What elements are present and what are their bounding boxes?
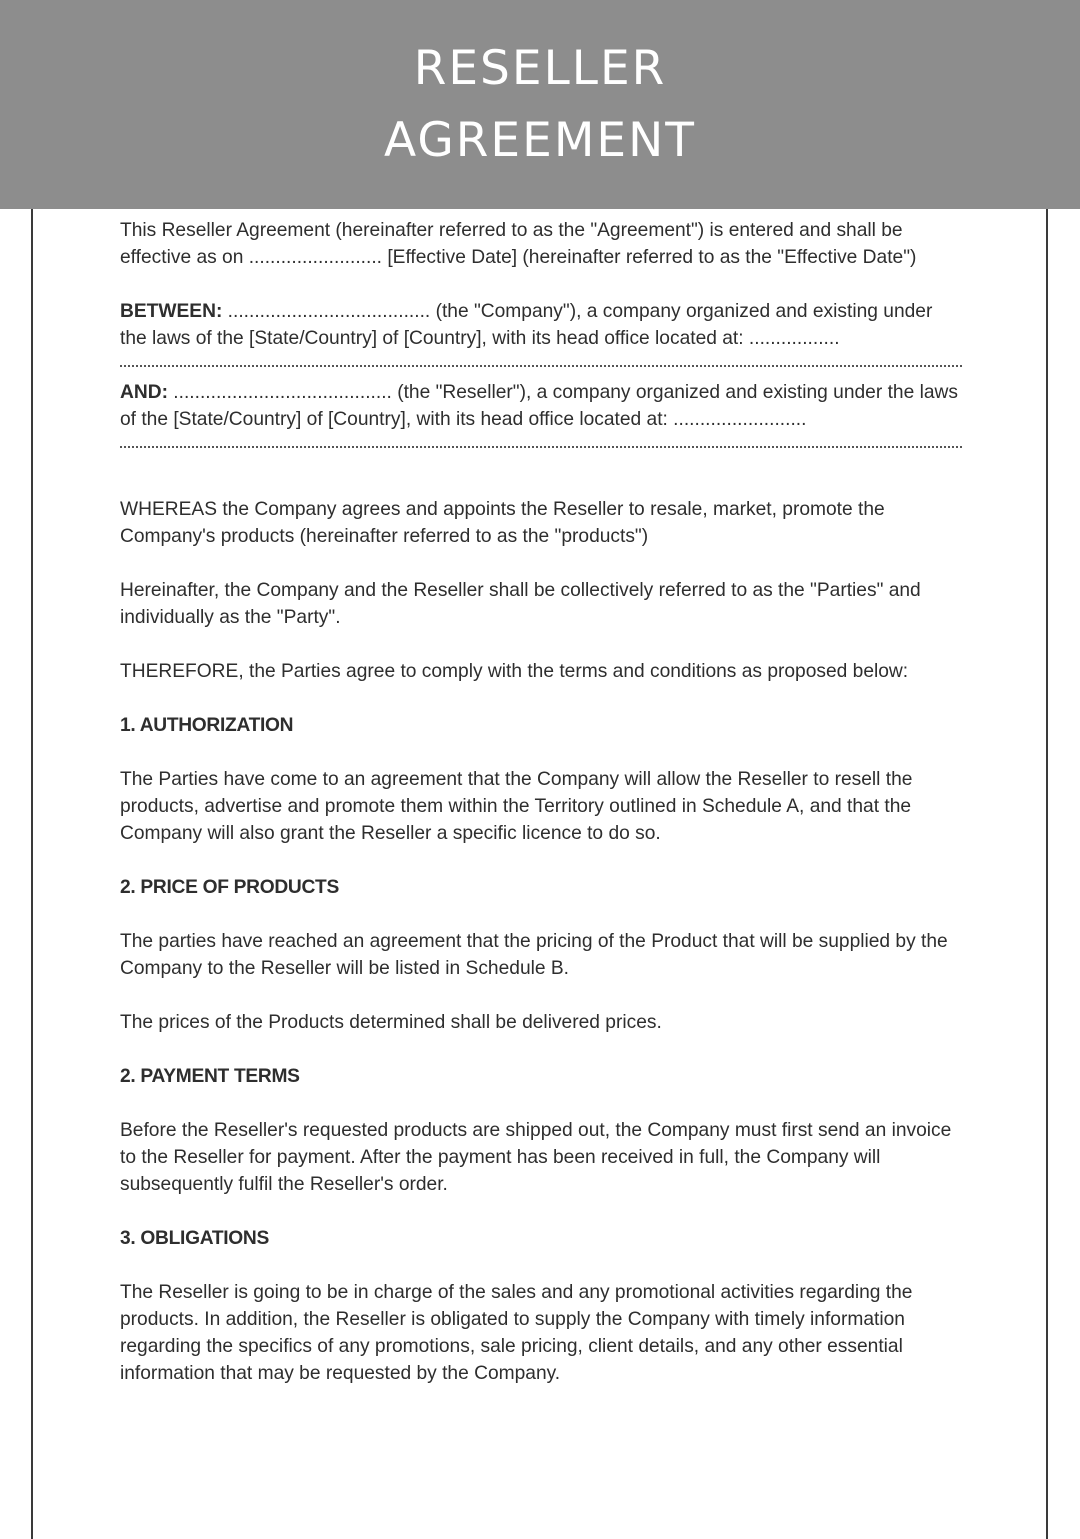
obligations-paragraph: The Reseller is going to be in charge of the sales and any promotional activities regarding the products. In addition, the Reseller is obligated to supply the Company with timely information regarding the specifics of any promotions, sale pricing, client details, and any other essential information that may be requested by the Company. bbox=[120, 1282, 913, 1384]
section-heading-price: 2. PRICE OF PRODUCTS bbox=[120, 877, 339, 898]
banner-title-line-2: AGREEMENT bbox=[384, 112, 696, 168]
and-text: ......................................... (the "Reseller"), a company organized and existing under the laws of the [State/Country] of [Country], with its head office located at: ......................... bbox=[120, 382, 958, 430]
section-heading-payment: 2. PAYMENT TERMS bbox=[120, 1066, 300, 1087]
between-label: BETWEEN: bbox=[120, 301, 223, 322]
whereas-paragraph: WHEREAS the Company agrees and appoints the Reseller to resale, market, promote the Company's products (hereinafter referred to as the "products") bbox=[120, 499, 885, 547]
banner-title-line-1: RESELLER bbox=[413, 40, 667, 96]
between-party-paragraph bbox=[120, 298, 962, 352]
authorization-paragraph: The Parties have come to an agreement that the Company will allow the Reseller to resell the products, advertise and promote them within the Territory outlined in Schedule A, and that the Company will also grant the Reseller a specific licence to do so. bbox=[120, 769, 913, 844]
dotted-fill-line bbox=[120, 433, 962, 460]
intro-paragraph: This Reseller Agreement (hereinafter referred to as the "Agreement") is entered and shall be effective as on ......................... [Effective Date] (hereinafter referred to as the "Effective Date") bbox=[120, 220, 917, 268]
price-paragraph-1: The parties have reached an agreement that the pricing of the Product that will be supplied by the Company to the Reseller will be listed in Schedule B. bbox=[120, 931, 948, 979]
dotted-fill-line bbox=[120, 352, 962, 379]
therefore-paragraph: THEREFORE, the Parties agree to comply with the terms and conditions as proposed below: bbox=[120, 661, 909, 682]
hereinafter-paragraph: Hereinafter, the Company and the Reseller shall be collectively referred to as the "Parties" and individually as the "Party". bbox=[120, 580, 921, 628]
and-party-paragraph bbox=[120, 379, 962, 433]
payment-paragraph: Before the Reseller's requested products are shipped out, the Company must first send an invoice to the Reseller for payment. After the payment has been received in full, the Company will subsequently fulfil the Reseller's order. bbox=[120, 1120, 952, 1195]
between-text: ...................................... (the "Company"), a company organized and existing under the laws of the [State/Country] of [Country], with its head office located at: ................. bbox=[120, 301, 933, 349]
and-label: AND: bbox=[120, 382, 168, 403]
price-paragraph-2: The prices of the Products determined shall be delivered prices. bbox=[120, 1012, 662, 1033]
section-heading-authorization: 1. AUTHORIZATION bbox=[120, 715, 294, 736]
title-banner bbox=[0, 0, 1080, 209]
section-heading-obligations: 3. OBLIGATIONS bbox=[120, 1228, 269, 1249]
document-body bbox=[120, 217, 962, 1387]
